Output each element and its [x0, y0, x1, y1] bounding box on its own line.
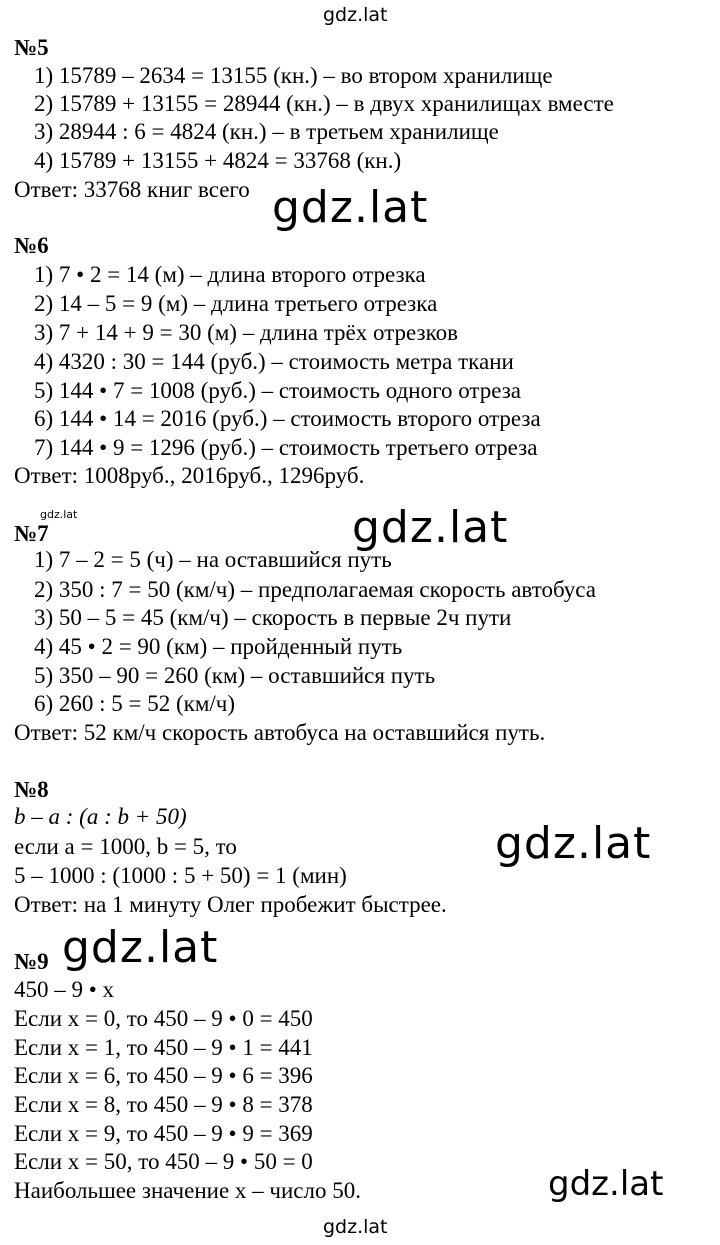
task-8-expression: b – a : (a : b + 50) [14, 804, 187, 829]
task-7-step-3: 3) 50 – 5 = 45 (км/ч) – скорость в первые 2ч пути [34, 605, 512, 630]
task-6-step-3: 3) 7 + 14 + 9 = 30 (м) – длина трёх отрезков [34, 320, 458, 345]
task-9-case-6: Если x = 50, то 450 – 9 • 50 = 0 [14, 1149, 313, 1174]
watermark: gdz.lat [62, 922, 219, 973]
task-6-step-2: 2) 14 – 5 = 9 (м) – длина третьего отрезка [34, 291, 438, 316]
watermark-bottom: gdz.lat [323, 1216, 388, 1238]
task-9-conclusion: Наибольшее значение x – число 50. [14, 1178, 361, 1203]
watermark: gdz.lat [495, 818, 652, 869]
task-9-case-2: Если x = 1, то 450 – 9 • 1 = 441 [14, 1035, 313, 1060]
task-8-answer: Ответ: на 1 минуту Олег пробежит быстрее. [14, 892, 447, 917]
task-6-step-4: 4) 4320 : 30 = 144 (руб.) – стоимость метра ткани [34, 349, 514, 374]
task-5-heading: №5 [14, 35, 49, 60]
task-9-case-3: Если x = 6, то 450 – 9 • 6 = 396 [14, 1063, 313, 1088]
task-7-heading: №7 [14, 521, 49, 546]
task-8-condition: если a = 1000, b = 5, то [14, 834, 237, 859]
task-7-step-6: 6) 260 : 5 = 52 (км/ч) [34, 691, 236, 716]
task-6-step-1: 1) 7 • 2 = 14 (м) – длина второго отрезка [34, 262, 426, 287]
task-7-step-5: 5) 350 – 90 = 260 (км) – оставшийся путь [34, 663, 436, 688]
watermark: gdz.lat [272, 182, 429, 233]
task-9-case-4: Если x = 8, то 450 – 9 • 8 = 378 [14, 1092, 313, 1117]
task-7-answer: Ответ: 52 км/ч скорость автобуса на оставшийся путь. [14, 720, 546, 745]
task-5-step-4: 4) 15789 + 13155 + 4824 = 33768 (кн.) [34, 148, 402, 173]
watermark-top: gdz.lat [323, 4, 388, 26]
task-7-step-4: 4) 45 • 2 = 90 (км) – пройденный путь [34, 634, 403, 659]
task-7-step-2: 2) 350 : 7 = 50 (км/ч) – предполагаемая скорость автобуса [34, 577, 596, 602]
task-6-step-6: 6) 144 • 14 = 2016 (руб.) – стоимость второго отреза [34, 406, 541, 431]
task-9-expression: 450 – 9 • x [14, 977, 115, 1002]
task-5-step-1: 1) 15789 – 2634 = 13155 (кн.) – во втором хранилище [34, 63, 553, 88]
watermark: gdz.lat [548, 1164, 664, 1204]
task-6-step-5: 5) 144 • 7 = 1008 (руб.) – стоимость одного отреза [34, 378, 522, 403]
watermark: gdz.lat [352, 502, 509, 553]
task-6-heading: №6 [14, 233, 49, 258]
task-5-answer: Ответ: 33768 книг всего [14, 177, 250, 202]
task-7-step-1: 1) 7 – 2 = 5 (ч) – на оставшийся путь [34, 547, 392, 572]
task-9-case-1: Если x = 0, то 450 – 9 • 0 = 450 [14, 1006, 313, 1031]
task-8-calculation: 5 – 1000 : (1000 : 5 + 50) = 1 (мин) [14, 863, 347, 888]
task-6-answer: Ответ: 1008руб., 2016руб., 1296руб. [14, 463, 365, 488]
watermark-small: gdz.lat [40, 508, 78, 521]
task-6-step-7: 7) 144 • 9 = 1296 (руб.) – стоимость третьего отреза [34, 435, 538, 460]
task-5-step-2: 2) 15789 + 13155 = 28944 (кн.) – в двух хранилищах вместе [34, 91, 614, 116]
task-5-step-3: 3) 28944 : 6 = 4824 (кн.) – в третьем хранилище [34, 119, 499, 144]
task-8-heading: №8 [14, 777, 49, 802]
task-9-case-5: Если x = 9, то 450 – 9 • 9 = 369 [14, 1121, 313, 1146]
task-9-heading: №9 [14, 949, 49, 974]
